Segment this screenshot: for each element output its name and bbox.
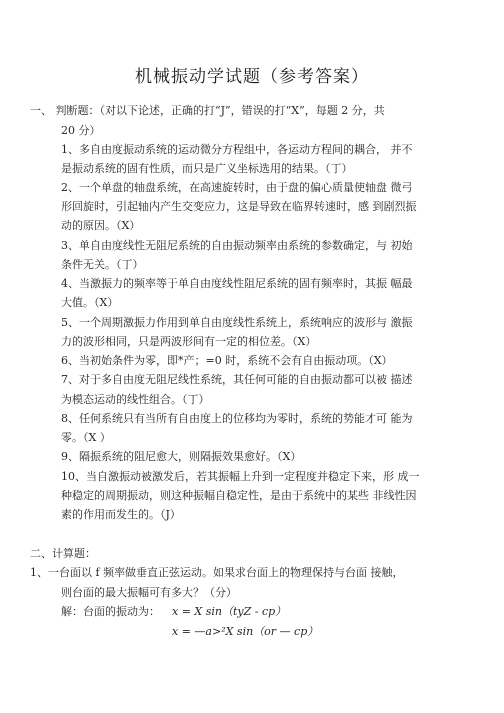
question-5-line-1: 5、一个周期激振力作用到单自由度线性系统上，系统响应的波形与 激振 xyxy=(61,316,413,329)
question-1-line-1: 1、多自由度振动系统的运动微分方程组中，各运动方程间的耦合， 并不 xyxy=(61,143,413,156)
document-title: 机械振动学试题（参考答案） xyxy=(135,67,369,87)
question-8-line-2: 零。（X ） xyxy=(61,431,111,444)
section1-heading-line-1: 一、 判断题：（对以下论述，正确的打“J”，错误的打“X”，每题 2 分，共 xyxy=(30,104,385,117)
question-4-line-2: 大值。（X） xyxy=(61,296,119,309)
question-3-line-2: 条件无关。（丁） xyxy=(61,258,144,271)
question-8-line-1: 8、任何系统只有当所有自由度上的位移均为零时，系统的势能才可 能为 xyxy=(61,412,413,425)
question-5-line-2: 力的波形相同，只是两波形间有一定的相位差。（X） xyxy=(61,335,317,348)
calc-question-1-line-1: 1、一台面以 f 频率做垂直正弦运动。如果求台面上的物理保持与台面 接触， xyxy=(30,566,404,579)
calc-question-1-line-2: 则台面的最大振幅可有多大？（分） xyxy=(61,586,237,599)
section2-heading: 二、计算题： xyxy=(30,547,96,560)
question-2-line-2: 形回旋时，引起轴内产生交变应力，这是导致在临界转速时，感 到剧烈振 xyxy=(61,200,417,213)
question-9-line-1: 9、隔振系统的阻尼愈大，则隔振效果愈好。（X） xyxy=(61,450,302,463)
question-10-line-2: 种稳定的周期振动，则这种振幅自稳定性，是由于系统中的某些 非线性因 xyxy=(61,489,417,502)
question-2-line-3: 动的原因。（X） xyxy=(61,219,141,232)
section1-heading-line-2: 20 分） xyxy=(61,124,101,137)
question-7-line-2: 为模态运动的线性组合。（丁） xyxy=(61,393,210,406)
question-10-line-1: 10、当自激振动被激发后，若其振幅上升到一定程度并稳定下来，形 成一 xyxy=(61,470,420,483)
question-3-line-1: 3、单自由度线性无阻尼系统的自由振动频率由系统的参数确定，与 初始 xyxy=(61,239,413,252)
question-4-line-1: 4、当激振力的频率等于单自由度线性阻尼系统的固有频率时，其振 幅最 xyxy=(61,277,413,290)
question-10-line-3: 素的作用而发生的。（J） xyxy=(61,508,181,521)
solution-label: 解：台面的振动为： xyxy=(61,605,160,618)
question-6-line-1: 6、当初始条件为零，即*产；=0 时，系统不会有自由振动项。（X） xyxy=(61,354,393,367)
solution-formula-2: x = —a>²X sin（or — cp） xyxy=(172,625,319,638)
solution-formula-1: x = X sin（tyZ - cp） xyxy=(172,605,287,618)
question-1-line-2: 是振动系统的固有性质，而只是广义坐标选用的结果。（丁） xyxy=(61,162,353,175)
question-2-line-1: 2、一个单盘的轴盘系统，在高速旋转时，由于盘的偏心质量使轴盘 微弓 xyxy=(61,181,413,194)
question-7-line-1: 7、对于多自由度无阻尼线性系统，其任何可能的自由振动都可以被 描述 xyxy=(61,373,413,386)
